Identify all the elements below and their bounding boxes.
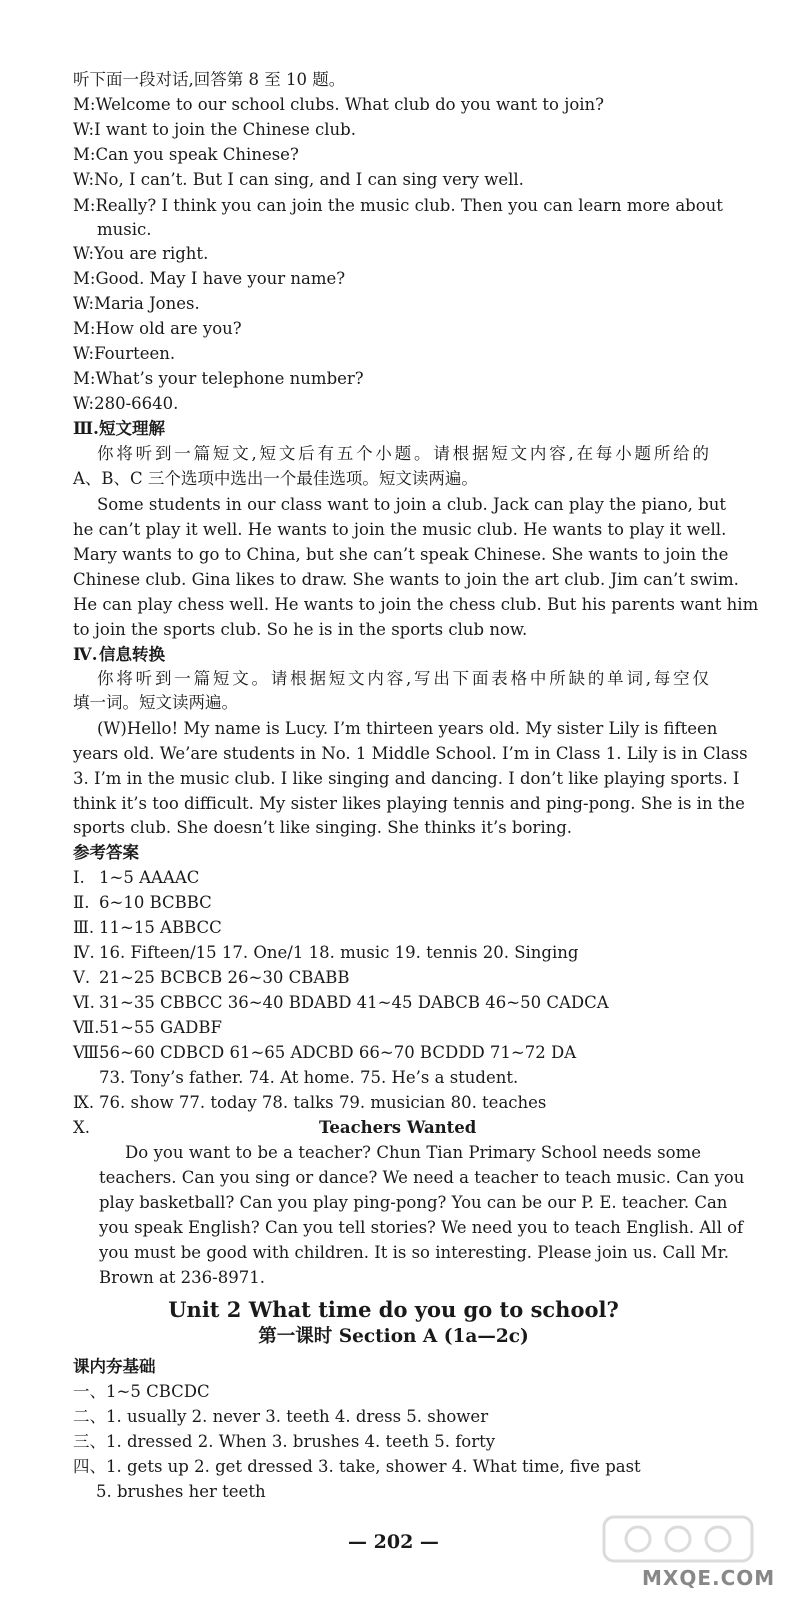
answer-continuation: 73. Tony’s father. 74. At home. 75. He’s a student. (99, 1068, 519, 1087)
basics-row (73, 1406, 488, 1428)
dialog-line: M:What’s your telephone number? (73, 369, 364, 388)
basics-number: 二、 (73, 1407, 106, 1426)
passage-line: Some students in our class want to join a club. Jack can play the piano, but (97, 495, 726, 514)
dialog-line: W:No, I can’t. But I can sing, and I can sing very well. (73, 170, 524, 189)
answer-row (73, 942, 578, 964)
answer-text: 16. Fifteen/15 17. One/1 18. music 19. tennis 20. Singing (99, 943, 579, 962)
dialog-line: M:How old are you? (73, 319, 242, 338)
answer-row (73, 892, 212, 914)
dialog-line: W:280-6640. (73, 394, 179, 413)
answer-number: Ⅸ. (73, 1093, 95, 1112)
answer-number: Ⅰ. (73, 868, 85, 887)
section-instruction: 你将听到一篇短文。请根据短文内容,写出下面表格中所缺的单词,每空仅 (97, 669, 709, 688)
answer-row (73, 1017, 222, 1039)
essay-line: Brown at 236-8971. (99, 1268, 265, 1287)
section-instruction: A、B、C 三个选项中选出一个最佳选项。短文读两遍。 (73, 469, 478, 488)
basics-text: 1. gets up 2. get dressed 3. take, shower 4. What time, five past (106, 1457, 641, 1476)
passage-line: He can play chess well. He wants to join the chess club. But his parents want him (73, 595, 759, 614)
passage-line: to join the sports club. So he is in the sports club now. (73, 620, 528, 639)
answer-number: Ⅳ. (73, 943, 95, 962)
passage-line: 3. I’m in the music club. I like singing and dancing. I don’t like playing sports. I (73, 769, 740, 788)
answer-row (73, 867, 199, 889)
essay-line: teachers. Can you sing or dance? We need a teacher to teach music. Can you (99, 1168, 745, 1187)
section-instruction: 你将听到一篇短文,短文后有五个小题。请根据短文内容,在每小题所给的 (97, 444, 709, 463)
lesson-title: 第一课时 Section A (1a—2c) (258, 1326, 529, 1347)
section-4-heading (73, 644, 165, 666)
section-number: Ⅲ. (73, 419, 99, 438)
answer-text: 21~25 BCBCB 26~30 CBABB (99, 968, 350, 987)
answer-text: 11~15 ABBCC (99, 918, 222, 937)
basics-title: 课内夯基础 (73, 1357, 156, 1376)
answers-title: 参考答案 (73, 843, 139, 862)
dialog-line: M:Can you speak Chinese? (73, 145, 299, 164)
dialog-line: M:Welcome to our school clubs. What club do you want to join? (73, 95, 605, 114)
basics-text: 1~5 CBCDC (106, 1382, 210, 1401)
answer-number: Ⅵ. (73, 993, 95, 1012)
answer-number: Ⅶ. (73, 1018, 100, 1037)
dialog-intro: 听下面一段对话,回答第 8 至 10 题。 (73, 70, 346, 89)
page-number: — 202 — (348, 1531, 439, 1553)
essay-line: you must be good with children. It is so interesting. Please join us. Call Mr. (99, 1243, 729, 1262)
answer-row (73, 1092, 546, 1114)
basics-number: 一、 (73, 1382, 106, 1401)
dialog-line: M:Good. May I have your name? (73, 269, 346, 288)
basics-row (73, 1381, 210, 1403)
passage-line: Mary wants to go to China, but she can’t speak Chinese. She wants to join the (73, 545, 729, 564)
basics-row (73, 1431, 495, 1453)
essay-line: play basketball? Can you play ping-pong? You can be our P. E. teacher. Can (99, 1193, 728, 1212)
basics-text: 1. usually 2. never 3. teeth 4. dress 5. shower (106, 1407, 489, 1426)
dialog-line: W:I want to join the Chinese club. (73, 120, 356, 139)
answer-number: Ⅷ. (73, 1043, 105, 1062)
answer-text: 76. show 77. today 78. talks 79. musician 80. teaches (99, 1093, 547, 1112)
answer-text: 51~55 GADBF (99, 1018, 222, 1037)
answer-text: 31~35 CBBCC 36~40 BDABD 41~45 DABCB 46~50 CADCA (99, 993, 609, 1012)
dialog-line: W:Maria Jones. (73, 294, 200, 313)
answer-number: Ⅲ. (73, 918, 95, 937)
answer-text: 6~10 BCBBC (99, 893, 212, 912)
passage-line: he can’t play it well. He wants to join the music club. He wants to play it well. (73, 520, 727, 539)
answer-row (73, 917, 222, 939)
answer-row (73, 992, 609, 1014)
passage-line: Chinese club. Gina likes to draw. She wants to join the art club. Jim can’t swim. (73, 570, 739, 589)
basics-row (73, 1456, 641, 1478)
essay-line: you speak English? Can you tell stories? We need you to teach English. All of (99, 1218, 744, 1237)
dialog-line: M:Really? I think you can join the music club. Then you can learn more about (73, 196, 723, 215)
answer-text: 56~60 CDBCD 61~65 ADCBD 66~70 BCDDD 71~72 DA (99, 1043, 577, 1062)
basics-continuation: 5. brushes her teeth (96, 1482, 266, 1501)
dialog-line: W:You are right. (73, 244, 209, 263)
passage-line: sports club. She doesn’t like singing. She thinks it’s boring. (73, 818, 573, 837)
essay-line: Do you want to be a teacher? Chun Tian Primary School needs some (125, 1143, 701, 1162)
basics-text: 1. dressed 2. When 3. brushes 4. teeth 5. forty (106, 1432, 496, 1451)
answer-number: Ⅱ. (73, 893, 90, 912)
answer-row (73, 967, 350, 989)
passage-line: think it’s too difficult. My sister likes playing tennis and ping-pong. She is in the (73, 794, 745, 813)
basics-number: 三、 (73, 1432, 106, 1451)
section-number: Ⅳ. (73, 645, 98, 664)
dialog-line: music. (97, 220, 152, 239)
answer-number: Ⅹ. (73, 1118, 90, 1137)
watermark-text: MXQE.COM (642, 1566, 776, 1590)
section-title: 短文理解 (99, 419, 165, 438)
basics-number: 四、 (73, 1457, 106, 1476)
answer-row (73, 1042, 576, 1064)
section-title: 信息转换 (99, 645, 165, 664)
section-3-heading (73, 418, 165, 440)
passage-line: (W)Hello! My name is Lucy. I’m thirteen years old. My sister Lily is fifteen (97, 719, 718, 738)
essay-title: Teachers Wanted (319, 1118, 477, 1137)
answer-row (73, 1117, 709, 1139)
dialog-line: W:Fourteen. (73, 344, 176, 363)
answer-text: 1~5 AAAAC (99, 868, 200, 887)
passage-line: years old. We’are students in No. 1 Middle School. I’m in Class 1. Lily is in Class (73, 744, 748, 763)
unit-title: Unit 2 What time do you go to school? (168, 1297, 619, 1322)
section-instruction: 填一词。短文读两遍。 (73, 693, 238, 712)
answer-number: Ⅴ. (73, 968, 91, 987)
